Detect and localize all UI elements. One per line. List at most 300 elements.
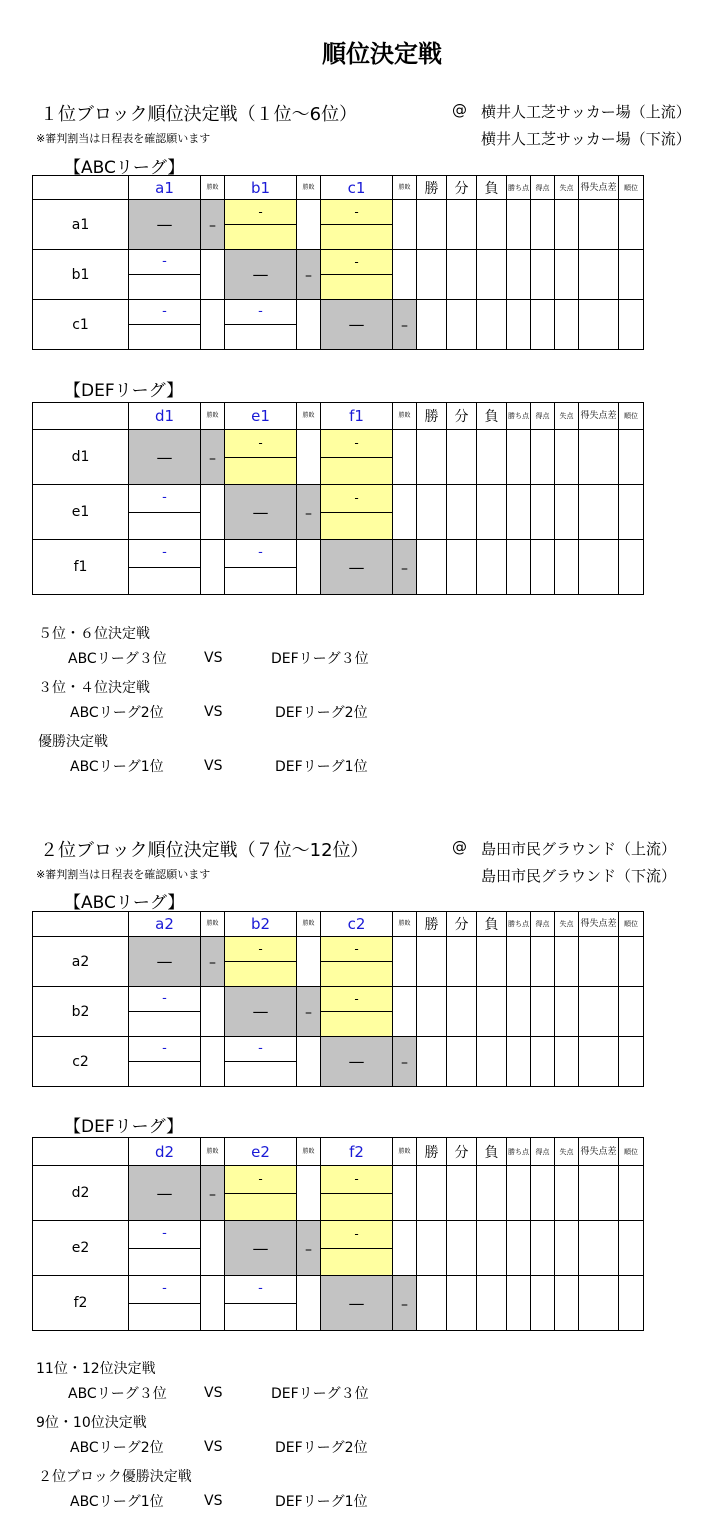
column-win: 勝 <box>417 912 447 937</box>
result-cell <box>393 1221 417 1276</box>
stat-cell <box>531 540 555 595</box>
stat-cell <box>507 540 531 595</box>
score-dash: - <box>354 942 359 956</box>
stat-cell <box>555 200 579 250</box>
stat-cell <box>447 1276 477 1331</box>
result-cell <box>297 1166 321 1221</box>
stat-cell <box>531 300 555 350</box>
score-cell <box>225 300 297 350</box>
self-match-cell <box>225 1221 297 1276</box>
self-dash: — <box>348 1052 365 1071</box>
result-cell <box>297 300 321 350</box>
score-cell <box>129 540 201 595</box>
column-team-f2: f2 <box>321 1138 393 1166</box>
stat-cell <box>417 1221 447 1276</box>
row-team-f1: f1 <box>33 540 129 595</box>
stat-cell <box>417 937 447 987</box>
column-win: 勝 <box>417 403 447 430</box>
column-team-c2: c2 <box>321 912 393 937</box>
result-cell <box>393 250 417 300</box>
column-win-loss: 勝敗 <box>297 176 321 200</box>
self-match-cell <box>129 1166 201 1221</box>
table-row <box>33 200 644 250</box>
block2-match1-heading: 11位・12位決定戦 <box>36 1361 156 1377</box>
score-cell <box>321 987 393 1037</box>
column-goal-diff: 得失点差 <box>579 403 619 430</box>
block1-heading: １位ブロック順位決定戦（１位～6位） <box>40 104 358 125</box>
table-row <box>33 430 644 485</box>
self-result-cell <box>297 987 321 1037</box>
row-team-e1: e1 <box>33 485 129 540</box>
self-dash: — <box>348 1293 365 1313</box>
stat-cell <box>619 250 644 300</box>
column-team-a2: a2 <box>129 912 201 937</box>
result-cell <box>297 937 321 987</box>
score-cell <box>225 200 297 250</box>
self-dash: — <box>156 215 173 234</box>
stat-cell <box>555 250 579 300</box>
stat-cell <box>619 987 644 1037</box>
self-result-cell <box>393 300 417 350</box>
self-result-cell <box>393 540 417 595</box>
stat-cell <box>477 1221 507 1276</box>
column-win-loss: 勝敗 <box>297 1138 321 1166</box>
table-row <box>33 485 644 540</box>
self-match-cell <box>321 300 393 350</box>
stat-cell <box>619 540 644 595</box>
stat-cell <box>531 430 555 485</box>
stat-cell <box>507 1037 531 1087</box>
self-result-cell <box>393 1276 417 1331</box>
result-cell <box>393 937 417 987</box>
block2-match3-left: ABCリーグ1位 <box>70 1494 164 1510</box>
stat-cell <box>579 485 619 540</box>
stat-cell <box>507 987 531 1037</box>
score-dash: - <box>258 1041 263 1056</box>
score-dash: - <box>258 545 263 561</box>
stat-cell <box>579 1037 619 1087</box>
self-result-cell <box>201 200 225 250</box>
column-loss: 負 <box>477 912 507 937</box>
column-team-d2: d2 <box>129 1138 201 1166</box>
stat-cell <box>447 1037 477 1087</box>
row-team-a2: a2 <box>33 937 129 987</box>
score-dash: - <box>354 1172 359 1187</box>
stat-cell <box>507 200 531 250</box>
block1-match2-vs: VS <box>204 704 223 720</box>
column-team-b2: b2 <box>225 912 297 937</box>
self-dash: — <box>252 1002 269 1021</box>
table-row <box>33 540 644 595</box>
block2-league1-table <box>32 911 644 1087</box>
block1-match2-right: DEFリーグ2位 <box>275 705 368 721</box>
row-team-d2: d2 <box>33 1166 129 1221</box>
column-team-b1: b1 <box>225 176 297 200</box>
score-cell <box>321 937 393 987</box>
stat-cell <box>507 937 531 987</box>
score-cell <box>321 1221 393 1276</box>
self-result-dash: – <box>209 955 216 971</box>
stat-cell <box>531 1037 555 1087</box>
self-result-cell <box>393 1037 417 1087</box>
score-dash: - <box>162 254 167 269</box>
column-win-loss: 勝敗 <box>201 1138 225 1166</box>
self-match-cell <box>321 1037 393 1087</box>
self-match-cell <box>129 430 201 485</box>
score-dash: - <box>258 304 263 319</box>
result-cell <box>201 987 225 1037</box>
block2-note: ※審判割当は日程表を確認願います <box>36 868 211 881</box>
column-points: 勝ち点 <box>507 176 531 200</box>
column-points: 勝ち点 <box>507 403 531 430</box>
column-points: 勝ち点 <box>507 1138 531 1166</box>
stat-cell <box>555 300 579 350</box>
result-cell <box>297 1037 321 1087</box>
self-result-dash: – <box>305 1241 312 1258</box>
block2-league2-title: 【DEFリーグ】 <box>64 1117 184 1137</box>
table-row <box>33 1276 644 1331</box>
stat-cell <box>447 1166 477 1221</box>
block1-at: @ <box>452 101 467 119</box>
column-draw: 分 <box>447 912 477 937</box>
self-match-cell <box>225 987 297 1037</box>
stat-cell <box>447 300 477 350</box>
stat-cell <box>477 200 507 250</box>
stat-cell <box>417 485 447 540</box>
block2-match3-vs: VS <box>204 1493 223 1509</box>
block2-match3-right: DEFリーグ1位 <box>275 1494 368 1510</box>
score-cell <box>321 250 393 300</box>
block2-match2-heading: 9位・10位決定戦 <box>36 1415 147 1431</box>
block2-match1-left: ABCリーグ３位 <box>68 1386 167 1402</box>
corner-cell <box>33 1138 129 1166</box>
stat-cell <box>531 937 555 987</box>
stat-cell <box>477 485 507 540</box>
score-dash: - <box>258 436 263 451</box>
score-cell <box>321 485 393 540</box>
stat-cell <box>417 1276 447 1331</box>
self-dash: — <box>156 952 173 971</box>
score-dash: - <box>258 205 263 219</box>
self-result-dash: – <box>401 560 408 577</box>
block2-match2-vs: VS <box>204 1439 223 1455</box>
score-dash: - <box>258 1281 263 1297</box>
score-cell <box>321 430 393 485</box>
self-match-cell <box>129 200 201 250</box>
stat-cell <box>477 937 507 987</box>
score-cell <box>129 300 201 350</box>
column-rank: 順位 <box>619 912 644 937</box>
result-cell <box>393 485 417 540</box>
result-cell <box>201 250 225 300</box>
score-cell <box>321 1166 393 1221</box>
score-dash: - <box>162 1281 167 1297</box>
stat-cell <box>507 1276 531 1331</box>
score-cell <box>225 430 297 485</box>
stat-cell <box>555 485 579 540</box>
result-cell <box>393 987 417 1037</box>
block2-league1-title: 【ABCリーグ】 <box>64 893 185 913</box>
corner-cell <box>33 912 129 937</box>
column-goal-diff: 得失点差 <box>579 1138 619 1166</box>
column-goals-against: 失点 <box>555 176 579 200</box>
score-dash: - <box>258 1172 263 1187</box>
column-team-e1: e1 <box>225 403 297 430</box>
block1-match1-vs: VS <box>204 650 223 666</box>
block1-match3-vs: VS <box>204 758 223 774</box>
self-result-dash: – <box>305 505 312 522</box>
block2-match1-right: DEFリーグ３位 <box>271 1386 369 1402</box>
column-goal-diff: 得失点差 <box>579 912 619 937</box>
column-loss: 負 <box>477 1138 507 1166</box>
column-loss: 負 <box>477 403 507 430</box>
block1-league1-title: 【ABCリーグ】 <box>64 158 185 178</box>
block2-venue1: 島田市民グラウンド（上流） <box>481 840 677 858</box>
column-win-loss: 勝敗 <box>297 912 321 937</box>
stat-cell <box>579 937 619 987</box>
result-cell <box>201 485 225 540</box>
result-cell <box>201 540 225 595</box>
result-cell <box>201 1037 225 1087</box>
stat-cell <box>477 250 507 300</box>
score-dash: - <box>354 992 359 1006</box>
column-goals-for: 得点 <box>531 912 555 937</box>
score-cell <box>225 1037 297 1087</box>
column-win-loss: 勝敗 <box>393 403 417 430</box>
row-team-c2: c2 <box>33 1037 129 1087</box>
result-cell <box>201 1276 225 1331</box>
result-cell <box>297 200 321 250</box>
score-dash: - <box>162 490 167 506</box>
stat-cell <box>579 200 619 250</box>
stat-cell <box>531 1166 555 1221</box>
result-cell <box>297 430 321 485</box>
column-win-loss: 勝敗 <box>201 176 225 200</box>
score-cell <box>129 1037 201 1087</box>
stat-cell <box>531 1276 555 1331</box>
column-rank: 順位 <box>619 403 644 430</box>
self-result-dash: – <box>305 268 312 284</box>
column-goals-against: 失点 <box>555 912 579 937</box>
stat-cell <box>579 1221 619 1276</box>
stat-cell <box>447 987 477 1037</box>
table-row <box>33 987 644 1037</box>
stat-cell <box>447 250 477 300</box>
stat-cell <box>579 300 619 350</box>
column-team-a1: a1 <box>129 176 201 200</box>
stat-cell <box>555 987 579 1037</box>
score-dash: - <box>354 436 359 451</box>
block2-at: @ <box>452 838 467 856</box>
stat-cell <box>417 987 447 1037</box>
stat-cell <box>619 1037 644 1087</box>
block1-venue1: 横井人工芝サッカー場（上流） <box>481 103 691 121</box>
column-loss: 負 <box>477 176 507 200</box>
stat-cell <box>417 200 447 250</box>
block1-match3-right: DEFリーグ1位 <box>275 759 368 775</box>
column-goals-against: 失点 <box>555 1138 579 1166</box>
stat-cell <box>579 1276 619 1331</box>
self-match-cell <box>321 1276 393 1331</box>
stat-cell <box>579 540 619 595</box>
row-team-c1: c1 <box>33 300 129 350</box>
score-dash: - <box>162 304 167 319</box>
block2-heading: ２位ブロック順位決定戦（７位～12位） <box>40 840 369 861</box>
self-dash: — <box>156 1183 173 1203</box>
stat-cell <box>619 1221 644 1276</box>
stat-cell <box>531 1221 555 1276</box>
block2-match2-left: ABCリーグ2位 <box>70 1440 164 1456</box>
column-win-loss: 勝敗 <box>393 912 417 937</box>
result-cell <box>297 540 321 595</box>
column-goals-against: 失点 <box>555 403 579 430</box>
stat-cell <box>507 250 531 300</box>
stat-cell <box>477 300 507 350</box>
stat-cell <box>531 250 555 300</box>
row-team-b2: b2 <box>33 987 129 1037</box>
corner-cell <box>33 403 129 430</box>
block2-match1-vs: VS <box>204 1385 223 1401</box>
column-goals-for: 得点 <box>531 403 555 430</box>
block1-league1-table <box>32 175 644 350</box>
column-points: 勝ち点 <box>507 912 531 937</box>
stat-cell <box>579 987 619 1037</box>
score-cell <box>129 1276 201 1331</box>
stat-cell <box>507 1166 531 1221</box>
score-cell <box>225 1276 297 1331</box>
stat-cell <box>531 987 555 1037</box>
self-dash: — <box>156 447 173 467</box>
block1-league2-title: 【DEFリーグ】 <box>64 381 184 401</box>
block1-match2-heading: ３位・４位決定戦 <box>38 680 150 696</box>
table-row <box>33 250 644 300</box>
column-goal-diff: 得失点差 <box>579 176 619 200</box>
score-dash: - <box>354 1227 359 1242</box>
self-match-cell <box>321 540 393 595</box>
result-cell <box>201 300 225 350</box>
score-cell <box>129 1221 201 1276</box>
stat-cell <box>417 250 447 300</box>
self-result-cell <box>297 250 321 300</box>
table-row <box>33 1221 644 1276</box>
block1-match3-left: ABCリーグ1位 <box>70 759 164 775</box>
score-cell <box>225 1166 297 1221</box>
table-row <box>33 1166 644 1221</box>
score-cell <box>225 937 297 987</box>
score-cell <box>129 485 201 540</box>
stat-cell <box>477 987 507 1037</box>
block1-match2-left: ABCリーグ2位 <box>70 705 164 721</box>
block2-match2-right: DEFリーグ2位 <box>275 1440 368 1456</box>
self-dash: — <box>348 557 365 577</box>
self-result-dash: – <box>401 1296 408 1313</box>
self-result-dash: – <box>209 218 216 234</box>
block2-venue2: 島田市民グラウンド（下流） <box>481 867 677 885</box>
stat-cell <box>579 1166 619 1221</box>
block1-match1-right: DEFリーグ３位 <box>271 651 369 667</box>
row-team-f2: f2 <box>33 1276 129 1331</box>
stat-cell <box>619 300 644 350</box>
result-cell <box>393 430 417 485</box>
stat-cell <box>619 485 644 540</box>
self-result-cell <box>201 1166 225 1221</box>
column-goals-for: 得点 <box>531 176 555 200</box>
score-cell <box>225 540 297 595</box>
stat-cell <box>555 430 579 485</box>
stat-cell <box>555 1276 579 1331</box>
stat-cell <box>555 1221 579 1276</box>
table-row <box>33 937 644 987</box>
score-dash: - <box>162 1226 167 1242</box>
block1-note: ※審判割当は日程表を確認願います <box>36 132 211 145</box>
column-rank: 順位 <box>619 176 644 200</box>
column-win-loss: 勝敗 <box>393 1138 417 1166</box>
block1-venue2: 横井人工芝サッカー場（下流） <box>481 130 691 148</box>
score-dash: - <box>162 1041 167 1056</box>
row-team-a1: a1 <box>33 200 129 250</box>
stat-cell <box>447 937 477 987</box>
corner-cell <box>33 176 129 200</box>
stat-cell <box>579 250 619 300</box>
block2-league2-table <box>32 1137 644 1331</box>
stat-cell <box>447 200 477 250</box>
block2-match3-heading: ２位ブロック優勝決定戦 <box>38 1469 192 1485</box>
column-draw: 分 <box>447 403 477 430</box>
result-cell <box>201 1221 225 1276</box>
score-dash: - <box>354 255 359 269</box>
stat-cell <box>555 1166 579 1221</box>
column-rank: 順位 <box>619 1138 644 1166</box>
stat-cell <box>477 1166 507 1221</box>
column-win-loss: 勝敗 <box>297 403 321 430</box>
score-dash: - <box>354 205 359 219</box>
score-cell <box>129 250 201 300</box>
self-match-cell <box>225 250 297 300</box>
stat-cell <box>619 1276 644 1331</box>
stat-cell <box>447 540 477 595</box>
stat-cell <box>447 1221 477 1276</box>
column-win-loss: 勝敗 <box>393 176 417 200</box>
stat-cell <box>417 1166 447 1221</box>
result-cell <box>393 1166 417 1221</box>
stat-cell <box>531 485 555 540</box>
column-win: 勝 <box>417 176 447 200</box>
result-cell <box>297 1276 321 1331</box>
stat-cell <box>531 200 555 250</box>
stat-cell <box>507 430 531 485</box>
self-dash: — <box>252 265 269 284</box>
stat-cell <box>447 485 477 540</box>
stat-cell <box>619 200 644 250</box>
column-win-loss: 勝敗 <box>201 912 225 937</box>
score-dash: - <box>162 991 167 1006</box>
score-dash: - <box>354 491 359 506</box>
stat-cell <box>507 485 531 540</box>
self-result-dash: – <box>401 318 408 334</box>
self-result-cell <box>201 937 225 987</box>
score-cell <box>321 200 393 250</box>
stat-cell <box>555 540 579 595</box>
self-result-cell <box>201 430 225 485</box>
score-dash: - <box>162 545 167 561</box>
self-dash: — <box>252 1238 269 1258</box>
column-win-loss: 勝敗 <box>201 403 225 430</box>
row-team-e2: e2 <box>33 1221 129 1276</box>
row-team-d1: d1 <box>33 430 129 485</box>
stat-cell <box>417 1037 447 1087</box>
column-draw: 分 <box>447 1138 477 1166</box>
stat-cell <box>555 1037 579 1087</box>
